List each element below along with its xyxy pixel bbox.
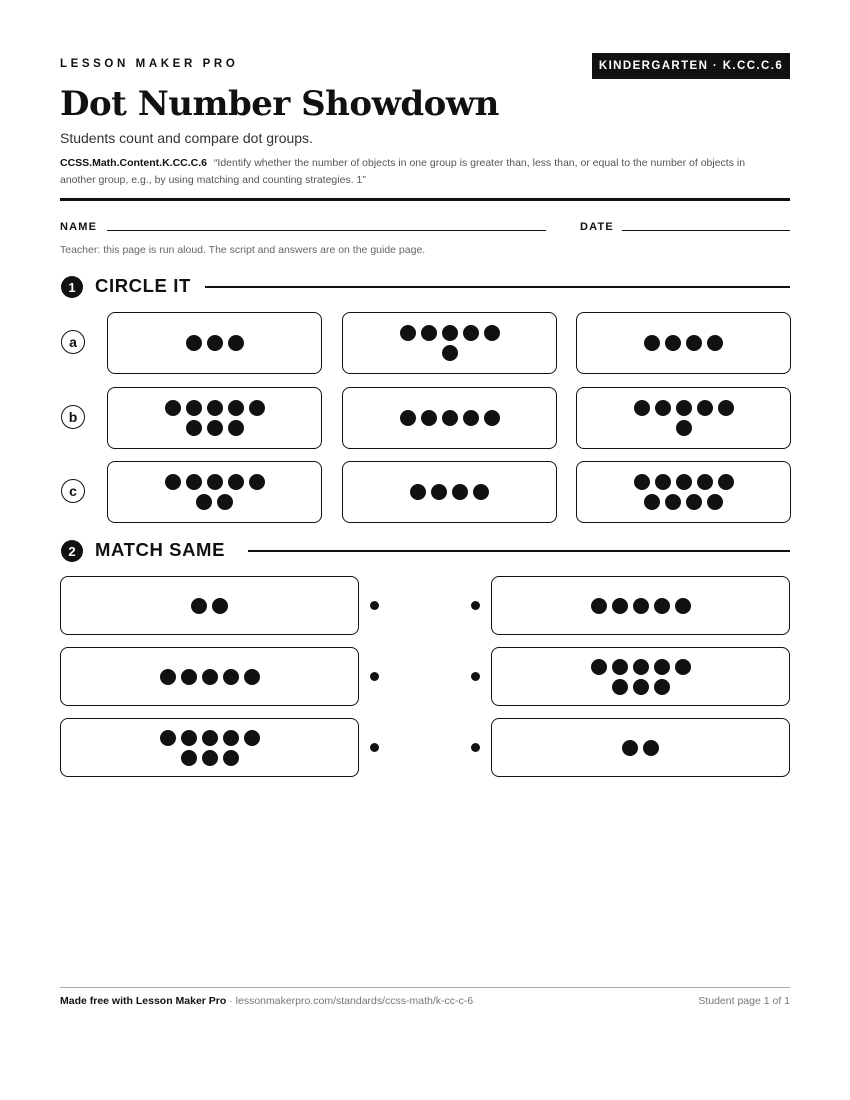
match-left-3[interactable]: [60, 718, 359, 777]
dot: [654, 598, 670, 614]
dot: [202, 730, 218, 746]
dot-group-a-3[interactable]: [576, 312, 791, 374]
dot: [591, 659, 607, 675]
footer-credit: [60, 995, 473, 1007]
dot: [217, 494, 233, 510]
section-1-number: 1: [61, 276, 83, 298]
footer-made-with: Made free with Lesson Maker Pro: [60, 995, 227, 1007]
match-right-connector-3[interactable]: [471, 743, 480, 752]
dot: [207, 474, 223, 490]
dot: [186, 474, 202, 490]
match-left-2[interactable]: [60, 647, 359, 706]
page-title: Dot Number Showdown: [60, 84, 499, 124]
section-1-title: CIRCLE IT: [95, 275, 191, 296]
dot: [644, 494, 660, 510]
section-2-rule: [248, 550, 790, 552]
date-label: DATE: [580, 221, 614, 233]
dot: [612, 659, 628, 675]
dot-row: [186, 335, 244, 351]
dot-group-a-1[interactable]: [107, 312, 322, 374]
dot: [431, 484, 447, 500]
dot-group-c-3[interactable]: [576, 461, 791, 523]
dot-group-a-2[interactable]: [342, 312, 557, 374]
dot: [484, 325, 500, 341]
section-2-title: MATCH SAME: [95, 539, 226, 560]
dot: [196, 494, 212, 510]
name-field-line[interactable]: [107, 230, 546, 231]
dot-row: [591, 598, 691, 614]
dot: [634, 474, 650, 490]
dot: [707, 335, 723, 351]
dot: [675, 598, 691, 614]
dot: [228, 474, 244, 490]
dot: [718, 400, 734, 416]
dot: [644, 335, 660, 351]
dot: [655, 400, 671, 416]
dot: [244, 669, 260, 685]
dot: [591, 598, 607, 614]
dot: [228, 335, 244, 351]
match-left-connector-1[interactable]: [370, 601, 379, 610]
dot: [452, 484, 468, 500]
match-left-connector-2[interactable]: [370, 672, 379, 681]
footer-divider: [60, 987, 790, 988]
dot: [718, 474, 734, 490]
standard-text: “Identify whether the number of objects in one group is greater than, less than, or equal to the number of objects in another group, e.g., by using matching and counting strategies. 1”: [60, 157, 746, 186]
dot: [643, 740, 659, 756]
dot-row: [186, 420, 244, 436]
dot-group-b-2[interactable]: [342, 387, 557, 449]
dot: [207, 400, 223, 416]
dot-row: [410, 484, 489, 500]
dot: [202, 669, 218, 685]
dot: [654, 659, 670, 675]
match-right-1[interactable]: [491, 576, 790, 635]
dot: [191, 598, 207, 614]
dot: [186, 420, 202, 436]
dot-row: [165, 474, 265, 490]
page-subtitle: Students count and compare dot groups.: [60, 130, 313, 146]
dot: [410, 484, 426, 500]
dot: [676, 420, 692, 436]
dot: [442, 410, 458, 426]
dot: [223, 750, 239, 766]
dot: [207, 420, 223, 436]
header-divider: [60, 198, 790, 201]
match-left-connector-3[interactable]: [370, 743, 379, 752]
dot: [442, 325, 458, 341]
dot: [622, 740, 638, 756]
dot-row: [165, 400, 265, 416]
dot: [207, 335, 223, 351]
match-right-connector-1[interactable]: [471, 601, 480, 610]
dot-row: [442, 345, 458, 361]
grade-badge: KINDERGARTEN · K.CC.C.6: [592, 53, 790, 79]
dot: [186, 335, 202, 351]
dot-row: [591, 659, 691, 675]
dot: [675, 659, 691, 675]
dot-group-c-2[interactable]: [342, 461, 557, 523]
name-label: NAME: [60, 221, 98, 233]
dot: [228, 420, 244, 436]
footer-page-number: Student page 1 of 1: [698, 995, 790, 1007]
dot: [697, 400, 713, 416]
dot: [633, 659, 649, 675]
dot-row: [612, 679, 670, 695]
dot: [181, 730, 197, 746]
dot: [634, 400, 650, 416]
dot: [400, 410, 416, 426]
dot-row: [191, 598, 228, 614]
dot-row: [622, 740, 659, 756]
dot: [228, 400, 244, 416]
dot-row: [400, 325, 500, 341]
match-left-1[interactable]: [60, 576, 359, 635]
dot: [686, 494, 702, 510]
dot-group-c-1[interactable]: [107, 461, 322, 523]
dot-row: [160, 730, 260, 746]
dot: [212, 598, 228, 614]
standard-block: [60, 155, 780, 189]
brand-name: LESSON MAKER PRO: [60, 58, 239, 70]
dot: [186, 400, 202, 416]
dot-row: [634, 474, 734, 490]
standard-code: CCSS.Math.Content.K.CC.C.6: [60, 157, 207, 169]
dot: [633, 598, 649, 614]
dot-group-b-1[interactable]: [107, 387, 322, 449]
section-2-number: 2: [61, 540, 83, 562]
dot-row: [400, 410, 500, 426]
dot: [223, 669, 239, 685]
dot: [676, 400, 692, 416]
match-right-3[interactable]: [491, 718, 790, 777]
match-right-2[interactable]: [491, 647, 790, 706]
dot: [165, 474, 181, 490]
row-letter-c: c: [61, 479, 85, 503]
dot: [160, 730, 176, 746]
dot: [442, 345, 458, 361]
dot: [676, 474, 692, 490]
dot-row: [160, 669, 260, 685]
dot: [421, 410, 437, 426]
dot: [665, 335, 681, 351]
dot: [612, 679, 628, 695]
dot: [249, 474, 265, 490]
dot: [181, 669, 197, 685]
dot: [244, 730, 260, 746]
dot: [160, 669, 176, 685]
teacher-note: Teacher: this page is run aloud. The script and answers are on the guide page.: [60, 244, 426, 256]
dot: [665, 494, 681, 510]
dot-row: [196, 494, 233, 510]
row-letter-b: b: [61, 405, 85, 429]
dot-row: [676, 420, 692, 436]
dot: [181, 750, 197, 766]
dot: [655, 474, 671, 490]
dot: [463, 325, 479, 341]
dot: [165, 400, 181, 416]
dot: [633, 679, 649, 695]
dot: [654, 679, 670, 695]
dot: [612, 598, 628, 614]
dot: [707, 494, 723, 510]
dot: [249, 400, 265, 416]
dot: [223, 730, 239, 746]
dot-row: [644, 335, 723, 351]
dot: [202, 750, 218, 766]
row-letter-a: a: [61, 330, 85, 354]
dot: [463, 410, 479, 426]
dot: [686, 335, 702, 351]
dot-row: [181, 750, 239, 766]
dot: [697, 474, 713, 490]
dot-group-b-3[interactable]: [576, 387, 791, 449]
dot: [421, 325, 437, 341]
dot-row: [644, 494, 723, 510]
dot-row: [634, 400, 734, 416]
dot: [484, 410, 500, 426]
dot: [473, 484, 489, 500]
match-right-connector-2[interactable]: [471, 672, 480, 681]
date-field-line[interactable]: [622, 230, 790, 231]
section-1-rule: [205, 286, 790, 288]
footer-url: · lessonmakerpro.com/standards/ccss-math/k-cc-c-6: [226, 995, 474, 1007]
dot: [400, 325, 416, 341]
